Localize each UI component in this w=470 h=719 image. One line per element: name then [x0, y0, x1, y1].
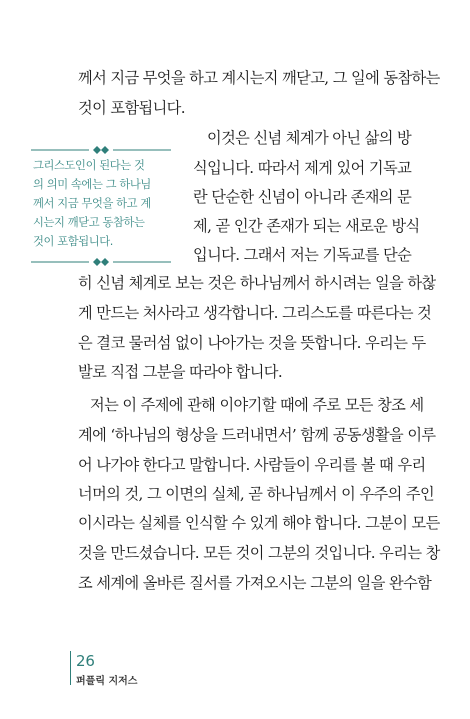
- ornament-bottom-icon: [31, 257, 171, 267]
- footer-divider: [70, 651, 71, 685]
- body-line: 제, 곧 인간 존재가 되는 새로운 방식: [193, 217, 420, 235]
- body-line: 이것은 신념 체계가 아닌 삶의 방: [207, 129, 412, 147]
- body-line: 게 만드는 처사라고 생각합니다. 그리스도를 따른다는 것: [78, 304, 432, 322]
- body-line: 란 단순한 신념이 아니라 존재의 문: [193, 188, 412, 206]
- body-line: 너머의 것, 그 이면의 실체, 곧 하나님께서 이 우주의 주인: [78, 485, 435, 503]
- pull-quote-line: 그리스도인이 된다는 것: [33, 159, 145, 172]
- body-line: 저는 이 주제에 관해 이야기할 때에 주로 모든 창조 세: [90, 396, 424, 414]
- body-line: 히 신념 체계로 보는 것은 하나님께서 하시려는 일을 하찮: [78, 274, 436, 292]
- body-line: 식입니다. 따라서 제게 있어 기독교: [193, 159, 412, 177]
- body-line: 조 세계에 올바른 질서를 가져오시는 그분의 일을 완수함: [78, 574, 432, 592]
- body-line: 께서 지금 무엇을 하고 계시는지 깨닫고, 그 일에 동참하는: [78, 69, 440, 87]
- pull-quote-line: 시는지 깨닫고 동참하는: [33, 216, 145, 229]
- body-line: 계에 ‘하나님의 형상을 드러내면서’ 함께 공동생활을 이루: [78, 426, 436, 444]
- pull-quote-line: 것이 포함됩니다.: [33, 235, 113, 248]
- body-line: 것이 포함됩니다.: [78, 99, 185, 117]
- body-line: 은 결코 물러섬 없이 나아가는 것을 뜻합니다. 우리는 두: [78, 334, 426, 352]
- page-number: 26: [76, 652, 95, 670]
- ornament-top-icon: [31, 145, 171, 155]
- body-line: 어 나가야 한다고 말합니다. 사람들이 우리를 볼 때 우리: [78, 456, 426, 474]
- book-title: 퍼플릭 지저스: [76, 676, 138, 687]
- body-line: 것을 만드셨습니다. 모든 것이 그분의 것입니다. 우리는 창: [78, 544, 440, 562]
- pull-quote-line: 의 의미 속에는 그 하나님: [33, 178, 151, 191]
- body-line: 발로 직접 그분을 따라야 합니다.: [78, 363, 283, 381]
- body-line: 이시라는 실체를 인식할 수 있게 해야 합니다. 그분이 모든: [78, 514, 440, 532]
- pull-quote-line: 께서 지금 무엇을 하고 계: [33, 197, 151, 210]
- body-line: 입니다. 그래서 저는 기독교를 단순: [193, 246, 412, 264]
